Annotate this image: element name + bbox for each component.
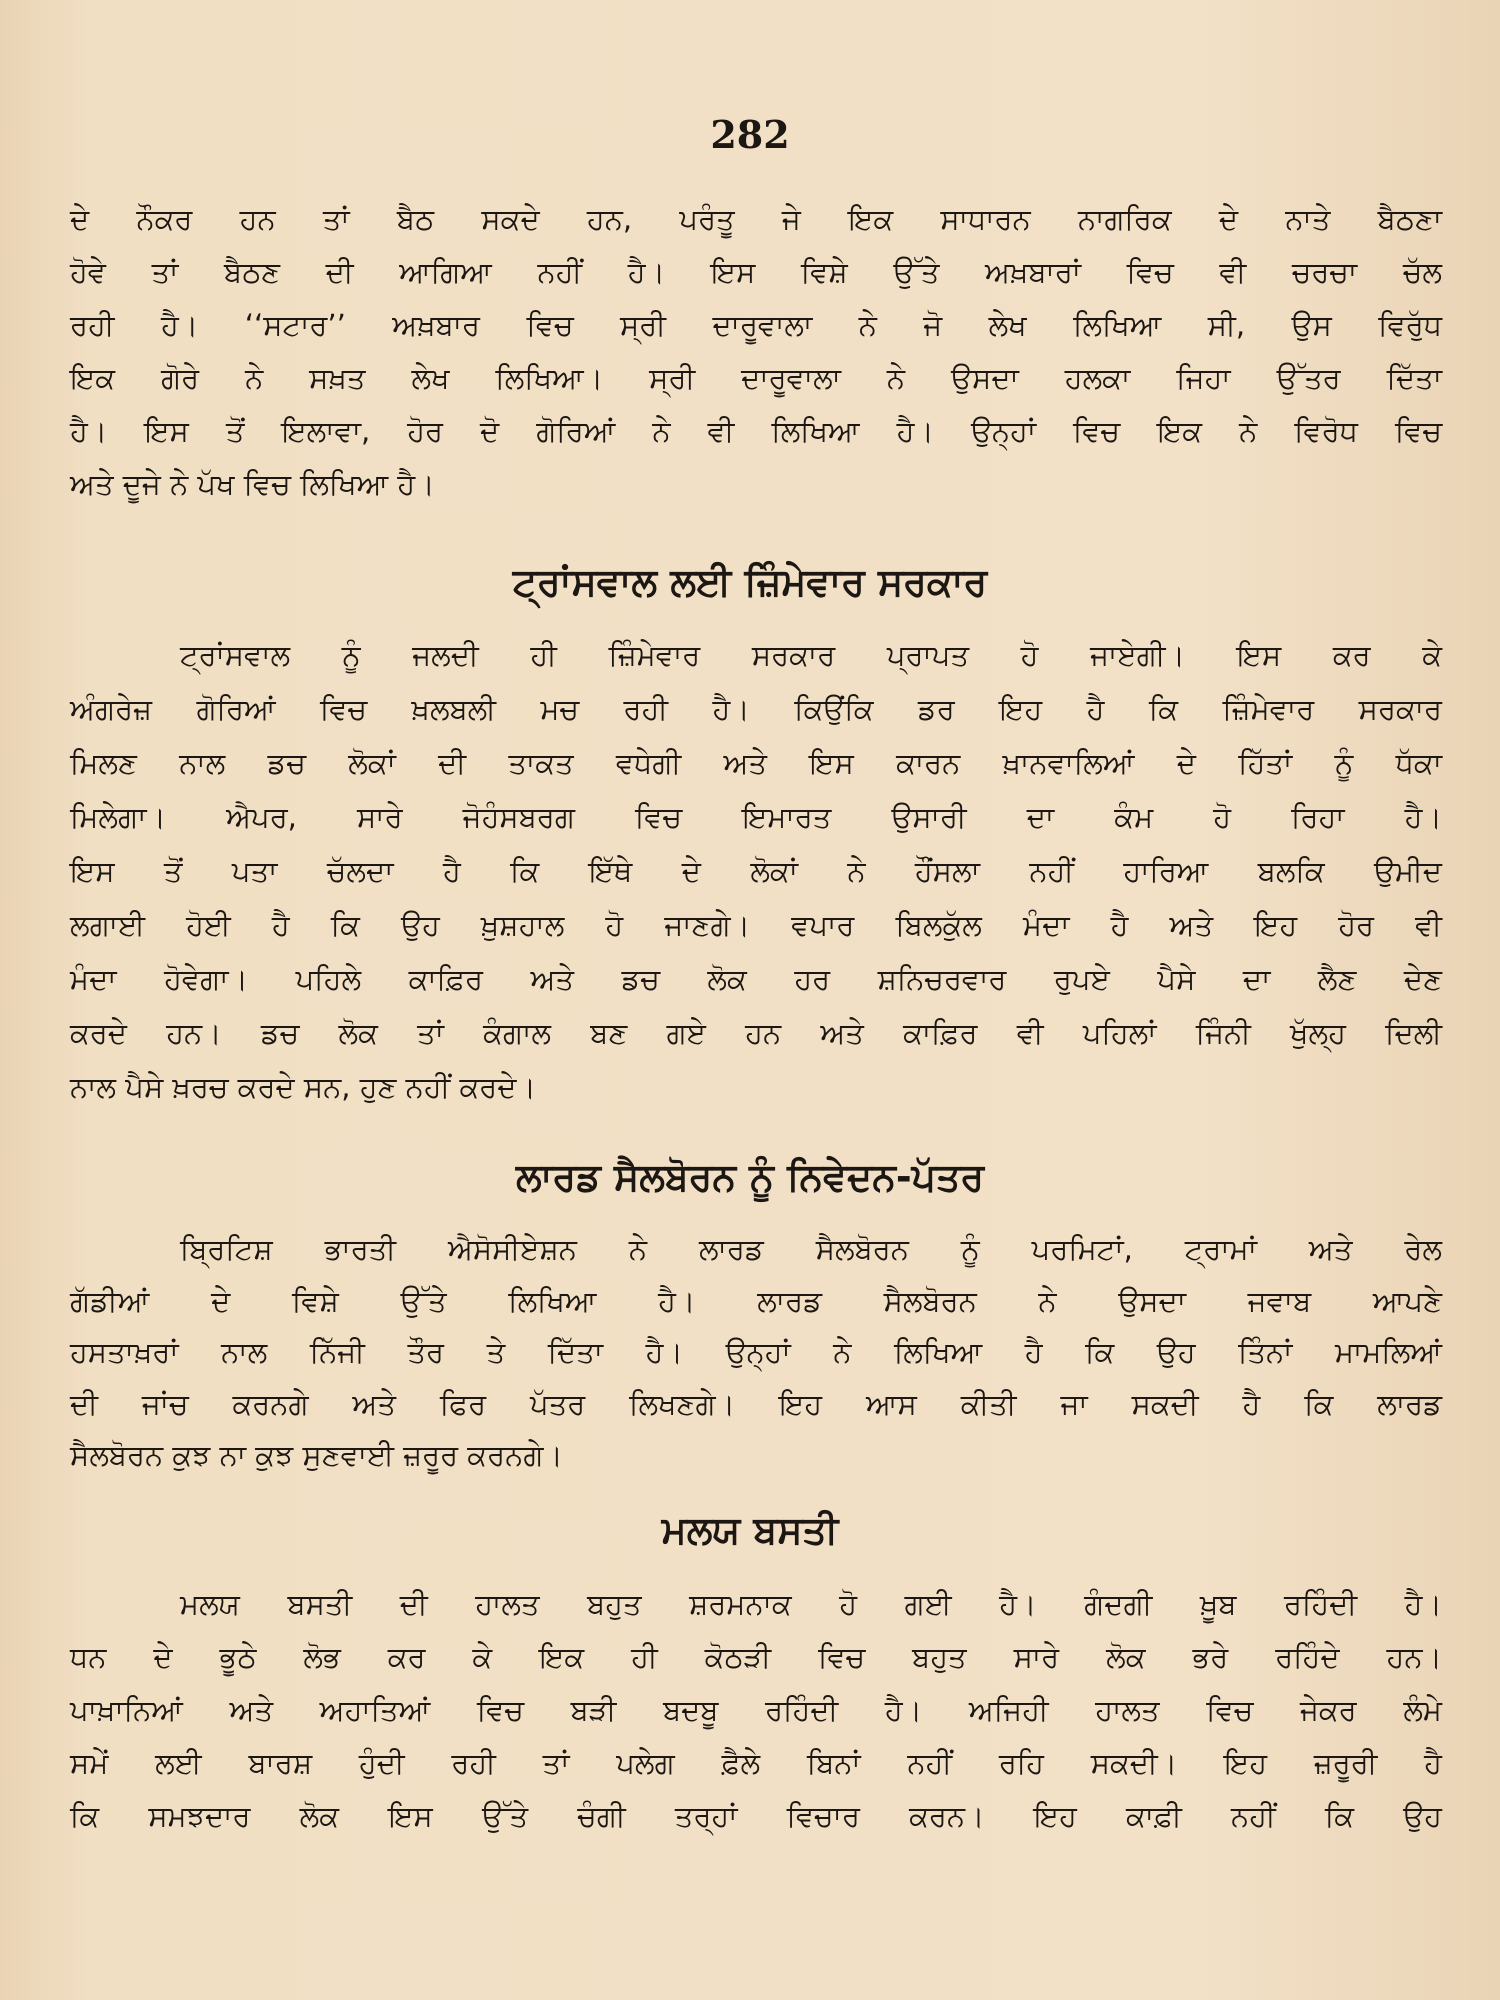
- text-line: ਕਿ ਸਮਝਦਾਰ ਲੋਕ ਇਸ ਉੱਤੇ ਚੰਗੀ ਤਰ੍ਹਾਂ ਵਿਚਾਰ ਕਰਨ। ਇਹ ਕਾਫ਼ੀ ਨਹੀਂ ਕਿ ਉਹ: [70, 1799, 1442, 1833]
- text-line: ਸੈਲਬੋਰਨ ਕੁਝ ਨਾ ਕੁਝ ਸੁਣਵਾਈ ਜ਼ਰੂਰ ਕਰਨਗੇ।: [70, 1438, 563, 1472]
- text-line: ਧਨ ਦੇ ਭੂਠੇ ਲੋਭ ਕਰ ਕੇ ਇਕ ਹੀ ਕੋਠੜੀ ਵਿਚ ਬਹੁਤ ਸਾਰੇ ਲੋਕ ਭਰੇ ਰਹਿੰਦੇ ਹਨ।: [70, 1640, 1442, 1674]
- text-line: ਅਤੇ ਦੂਜੇ ਨੇ ਪੱਖ ਵਿਚ ਲਿਖਿਆ ਹੈ।: [70, 467, 435, 501]
- text-line: ਲਗਾਈ ਹੋਈ ਹੈ ਕਿ ਉਹ ਖ਼ੁਸ਼ਹਾਲ ਹੋ ਜਾਣਗੇ। ਵਪਾਰ ਬਿਲਕੁੱਲ ਮੰਦਾ ਹੈ ਅਤੇ ਇਹ ਹੋਰ ਵੀ: [70, 908, 1442, 942]
- text-line: ਦੀ ਜਾਂਚ ਕਰਨਗੇ ਅਤੇ ਫਿਰ ਪੱਤਰ ਲਿਖਣਗੇ। ਇਹ ਆਸ ਕੀਤੀ ਜਾ ਸਕਦੀ ਹੈ ਕਿ ਲਾਰਡ: [70, 1386, 1442, 1421]
- text-line: ਇਸ ਤੋਂ ਪਤਾ ਚੱਲਦਾ ਹੈ ਕਿ ਇੱਥੇ ਦੇ ਲੋਕਾਂ ਨੇ ਹੌਂਸਲਾ ਨਹੀਂ ਹਾਰਿਆ ਬਲਕਿ ਉਮੀਦ: [70, 854, 1442, 888]
- text-line: ਪਾਖ਼ਾਨਿਆਂ ਅਤੇ ਅਹਾਤਿਆਂ ਵਿਚ ਬੜੀ ਬਦਬੂ ਰਹਿੰਦੀ ਹੈ। ਅਜਿਹੀ ਹਾਲਤ ਵਿਚ ਜੇਕਰ ਲੰਮੇ: [70, 1693, 1442, 1727]
- text-line: ਅੰਗਰੇਜ਼ ਗੋਰਿਆਂ ਵਿਚ ਖ਼ਲਬਲੀ ਮਚ ਰਹੀ ਹੈ। ਕਿਉਂਕਿ ਡਰ ਇਹ ਹੈ ਕਿ ਜ਼ਿੰਮੇਵਾਰ ਸਰਕਾਰ: [70, 692, 1442, 726]
- text-line: ਮੰਦਾ ਹੋਵੇਗਾ। ਪਹਿਲੇ ਕਾਫ਼ਿਰ ਅਤੇ ਡਚ ਲੋਕ ਹਰ ਸ਼ਨਿਚਰਵਾਰ ਰੁਪਏ ਪੈਸੇ ਦਾ ਲੈਣ ਦੇਣ: [70, 962, 1442, 996]
- text-line: ਸਮੇਂ ਲਈ ਬਾਰਸ਼ ਹੁੰਦੀ ਰਹੀ ਤਾਂ ਪਲੇਗ ਫ਼ੈਲੇ ਬਿਨਾਂ ਨਹੀਂ ਰਹਿ ਸਕਦੀ। ਇਹ ਜ਼ਰੂਰੀ ਹੈ: [70, 1746, 1442, 1780]
- paragraph-transvaal: [70, 628, 1442, 1114]
- text-line: ਨਾਲ ਪੈਸੇ ਖ਼ਰਚ ਕਰਦੇ ਸਨ, ਹੁਣ ਨਹੀਂ ਕਰਦੇ।: [70, 1070, 537, 1104]
- text-line: ਗੱਡੀਆਂ ਦੇ ਵਿਸ਼ੇ ਉੱਤੇ ਲਿਖਿਆ ਹੈ। ਲਾਰਡ ਸੈਲਬੋਰਨ ਨੇ ਉਸਦਾ ਜਵਾਬ ਆਪਣੇ: [70, 1283, 1442, 1318]
- section-heading-selborne: ਲਾਰਡ ਸੈਲਬੋਰਨ ਨੂੰ ਨਿਵੇਦਨ-ਪੱਤਰ: [515, 1155, 985, 1199]
- section-heading-transvaal: ਟ੍ਰਾਂਸਵਾਲ ਲਈ ਜ਼ਿੰਮੇਵਾਰ ਸਰਕਾਰ: [512, 560, 988, 604]
- text-line: ਹੋਵੇ ਤਾਂ ਬੈਠਣ ਦੀ ਆਗਿਆ ਨਹੀਂ ਹੈ। ਇਸ ਵਿਸ਼ੇ ਉੱਤੇ ਅਖ਼ਬਾਰਾਂ ਵਿਚ ਵੀ ਚਰਚਾ ਚੱਲ: [70, 255, 1442, 289]
- page-number: 282: [710, 112, 790, 157]
- text-line: ਟ੍ਰਾਂਸਵਾਲ ਨੂੰ ਜਲਦੀ ਹੀ ਜ਼ਿੰਮੇਵਾਰ ਸਰਕਾਰ ਪ੍ਰਾਪਤ ਹੋ ਜਾਏਗੀ। ਇਸ ਕਰ ਕੇ: [180, 638, 1442, 672]
- text-line: ਦੇ ਨੌਕਰ ਹਨ ਤਾਂ ਬੈਠ ਸਕਦੇ ਹਨ, ਪਰੰਤੂ ਜੇ ਇਕ ਸਾਧਾਰਨ ਨਾਗਰਿਕ ਦੇ ਨਾਤੇ ਬੈਠਣਾ: [70, 202, 1442, 236]
- paragraph-malay-location: [70, 1578, 1442, 1843]
- text-line: ਬ੍ਰਿਟਿਸ਼ ਭਾਰਤੀ ਐਸੋਸੀਏਸ਼ਨ ਨੇ ਲਾਰਡ ਸੈਲਬੋਰਨ ਨੂੰ ਪਰਮਿਟਾਂ, ਟ੍ਰਾਮਾਂ ਅਤੇ ਰੇਲ: [180, 1232, 1442, 1266]
- text-line: ਮਿਲਣ ਨਾਲ ਡਚ ਲੋਕਾਂ ਦੀ ਤਾਕਤ ਵਧੇਗੀ ਅਤੇ ਇਸ ਕਾਰਨ ਖ਼ਾਨਵਾਲਿਆਂ ਦੇ ਹਿੱਤਾਂ ਨੂੰ ਧੱਕਾ: [70, 746, 1442, 780]
- text-line: ਰਹੀ ਹੈ। ‘‘ਸਟਾਰ’’ ਅਖ਼ਬਾਰ ਵਿਚ ਸ੍ਰੀ ਦਾਰੂਵਾਲਾ ਨੇ ਜੋ ਲੇਖ ਲਿਖਿਆ ਸੀ, ਉਸ ਵਿਰੁੱਧ: [70, 308, 1442, 342]
- text-line: ਕਰਦੇ ਹਨ। ਡਚ ਲੋਕ ਤਾਂ ਕੰਗਾਲ ਬਣ ਗਏ ਹਨ ਅਤੇ ਕਾਫ਼ਿਰ ਵੀ ਪਹਿਲਾਂ ਜਿੰਨੀ ਖੁੱਲ੍ਹ ਦਿਲੀ: [70, 1016, 1442, 1050]
- text-line: ਮਿਲੇਗਾ। ਐਪਰ, ਸਾਰੇ ਜੋਹੰਸਬਰਗ ਵਿਚ ਇਮਾਰਤ ਉਸਾਰੀ ਦਾ ਕੰਮ ਹੋ ਰਿਹਾ ਹੈ।: [70, 800, 1442, 834]
- section-heading-malay-location: ਮਲਯ ਬਸਤੀ: [661, 1508, 839, 1552]
- text-line: ਹੈ। ਇਸ ਤੋਂ ਇਲਾਵਾ, ਹੋਰ ਦੋ ਗੋਰਿਆਂ ਨੇ ਵੀ ਲਿਖਿਆ ਹੈ। ਉਨ੍ਹਾਂ ਵਿਚ ਇਕ ਨੇ ਵਿਰੋਧ ਵਿਚ: [70, 414, 1442, 448]
- text-line: ਹਸਤਾਖ਼ਰਾਂ ਨਾਲ ਨਿੱਜੀ ਤੌਰ ਤੇ ਦਿੱਤਾ ਹੈ। ਉਨ੍ਹਾਂ ਨੇ ਲਿਖਿਆ ਹੈ ਕਿ ਉਹ ਤਿੰਨਾਂ ਮਾਮਲਿਆਂ: [70, 1335, 1442, 1369]
- paragraph-continued: [70, 193, 1442, 511]
- text-line: ਇਕ ਗੋਰੇ ਨੇ ਸਖ਼ਤ ਲੇਖ ਲਿਖਿਆ। ਸ੍ਰੀ ਦਾਰੂਵਾਲਾ ਨੇ ਉਸਦਾ ਹਲਕਾ ਜਿਹਾ ਉੱਤਰ ਦਿੱਤਾ: [70, 361, 1442, 395]
- text-line: ਮਲਯ ਬਸਤੀ ਦੀ ਹਾਲਤ ਬਹੁਤ ਸ਼ਰਮਨਾਕ ਹੋ ਗਈ ਹੈ। ਗੰਦਗੀ ਖ਼ੂਬ ਰਹਿੰਦੀ ਹੈ।: [180, 1587, 1442, 1621]
- paragraph-selborne: [70, 1224, 1442, 1482]
